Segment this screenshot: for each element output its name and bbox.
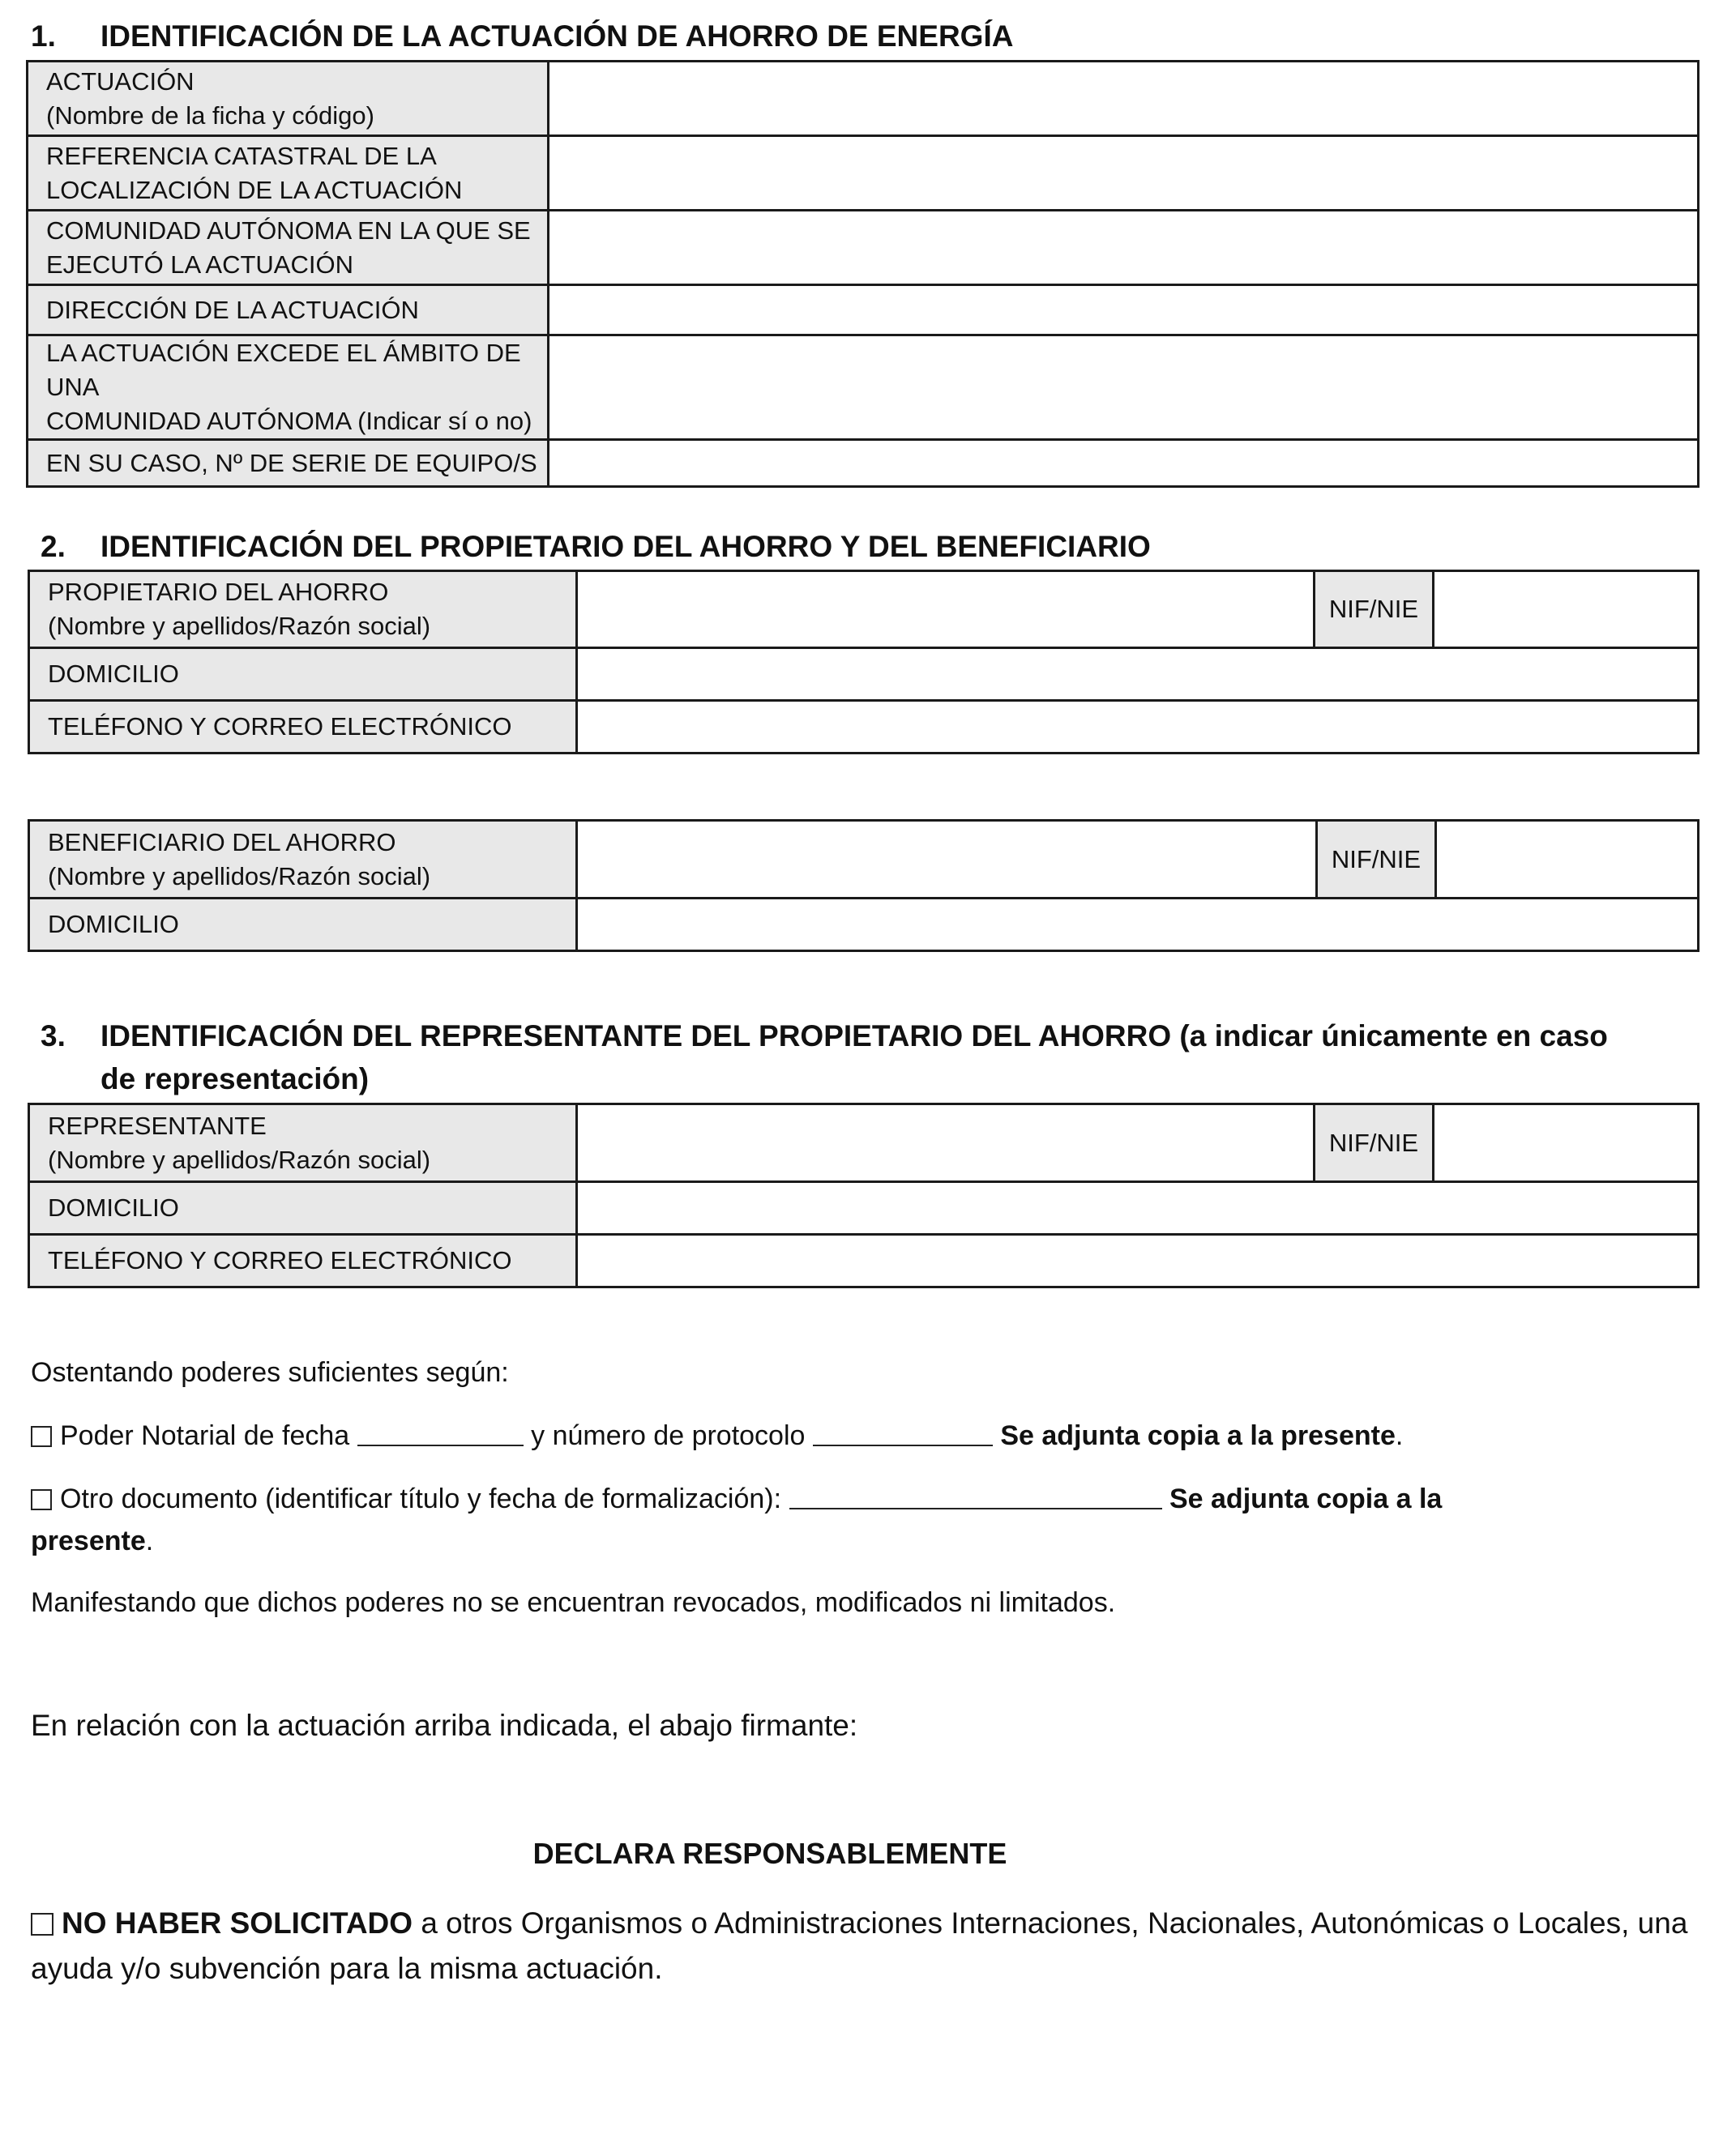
notarial-copy-note: Se adjunta copia a la presente (1000, 1420, 1396, 1451)
section2-number: 2. (41, 530, 66, 563)
representative-table (28, 1103, 1699, 1288)
owner-name-field[interactable] (577, 571, 1315, 648)
table-row (28, 62, 1699, 136)
beneficiary-nif-label: NIF/NIE (1317, 821, 1436, 899)
other-document-label: Otro documento (identificar título y fecha de formalización): (60, 1484, 782, 1514)
table-row (29, 1182, 1699, 1235)
declaration-text-cont: ayuda y/o subvención para la misma actuación. (31, 1952, 663, 1985)
table-row (29, 821, 1699, 899)
declaration-bold: NO HABER SOLICITADO (62, 1906, 413, 1940)
notarial-power-label: Poder Notarial de fecha (60, 1420, 350, 1451)
table-row (29, 899, 1699, 951)
exceeds-scope-label: LA ACTUACIÓN EXCEDE EL ÁMBITO DE UNA COMUNIDAD AUTÓNOMA (Indicar sí o no) (28, 335, 549, 440)
beneficiary-nif-field[interactable] (1436, 821, 1699, 899)
actuation-field[interactable] (549, 62, 1699, 136)
table-row (28, 136, 1699, 211)
representative-contact-field[interactable] (577, 1235, 1699, 1287)
owner-address-label: DOMICILIO (29, 648, 577, 701)
owner-name-label: PROPIETARIO DEL AHORRO (Nombre y apellidos/Razón social) (29, 571, 577, 648)
autonomous-community-label: COMUNIDAD AUTÓNOMA EN LA QUE SE EJECUTÓ LA ACTUACIÓN (28, 211, 549, 285)
section3-title: IDENTIFICACIÓN DEL REPRESENTANTE DEL PROPIETARIO DEL AHORRO (a indicar únicamente en caso (100, 1019, 1608, 1052)
section1-heading (31, 16, 1013, 57)
table-row (29, 648, 1699, 701)
actuation-label: ACTUACIÓN (Nombre de la ficha y código) (28, 62, 549, 136)
beneficiary-name-field[interactable] (577, 821, 1317, 899)
representative-address-label: DOMICILIO (29, 1182, 577, 1235)
declaration-text: NO HABER SOLICITADO a otros Organismos o Administraciones Internaciones, Nacionales, Autonómicas o Locales, una (31, 1901, 1700, 1946)
cadastral-reference-label: REFERENCIA CATASTRAL DE LA LOCALIZACIÓN DE LA ACTUACIÓN (28, 136, 549, 211)
other-document-line (31, 1479, 1442, 1518)
table-row (28, 285, 1699, 335)
table-row (28, 211, 1699, 285)
table-row (28, 335, 1699, 440)
table-row (28, 440, 1699, 487)
owner-contact-label: TELÉFONO Y CORREO ELECTRÓNICO (29, 701, 577, 754)
beneficiary-name-label: BENEFICIARIO DEL AHORRO (Nombre y apellidos/Razón social) (29, 821, 577, 899)
owner-nif-field[interactable] (1434, 571, 1699, 648)
relation-text: En relación con la actuación arriba indicada, el abajo firmante: (31, 1709, 858, 1742)
beneficiary-address-label: DOMICILIO (29, 899, 577, 951)
representative-nif-label: NIF/NIE (1315, 1104, 1434, 1182)
actuation-address-field[interactable] (549, 285, 1699, 335)
protocol-number-blank[interactable] (813, 1420, 993, 1446)
representative-contact-label: TELÉFONO Y CORREO ELECTRÓNICO (29, 1235, 577, 1287)
owner-contact-field[interactable] (577, 701, 1699, 754)
table-row (29, 571, 1699, 648)
equipment-serial-field[interactable] (549, 440, 1699, 487)
representative-name-label: REPRESENTANTE (Nombre y apellidos/Razón social) (29, 1104, 577, 1182)
other-document-line-cont: presente. (31, 1526, 154, 1556)
representative-nif-field[interactable] (1434, 1104, 1699, 1182)
powers-intro: Ostentando poderes suficientes según: (31, 1357, 509, 1388)
notarial-power-line: Poder Notarial de fecha y número de protocolo Se adjunta copia a la presente. (31, 1416, 1403, 1455)
beneficiary-table (28, 819, 1699, 952)
table-row (29, 701, 1699, 754)
section3-title-cont: de representación) (100, 1062, 370, 1095)
cadastral-reference-field[interactable] (549, 136, 1699, 211)
representative-name-field[interactable] (577, 1104, 1315, 1182)
equipment-serial-label: EN SU CASO, Nº DE SERIE DE EQUIPO/S (28, 440, 549, 487)
exceeds-scope-field[interactable] (549, 335, 1699, 440)
representative-address-field[interactable] (577, 1182, 1699, 1235)
other-document-checkbox[interactable] (31, 1489, 52, 1510)
section3-number: 3. (41, 1019, 66, 1052)
powers-statement: Manifestando que dichos poderes no se encuentran revocados, modificados ni limitados. (31, 1587, 1116, 1618)
no-aid-requested-checkbox[interactable] (31, 1913, 53, 1936)
declaration-heading: DECLARA RESPONSABLEMENTE (532, 1837, 1007, 1870)
other-document-blank[interactable] (789, 1484, 1162, 1509)
notarial-date-blank[interactable] (357, 1420, 524, 1446)
table-row (29, 1235, 1699, 1287)
autonomous-community-field[interactable] (549, 211, 1699, 285)
owner-nif-label: NIF/NIE (1315, 571, 1434, 648)
actuation-table (26, 60, 1699, 488)
section3-heading (41, 1016, 1608, 1099)
owner-table (28, 570, 1699, 754)
notarial-power-checkbox[interactable] (31, 1426, 52, 1447)
section1-title: IDENTIFICACIÓN DE LA ACTUACIÓN DE AHORRO DE ENERGÍA (100, 19, 1014, 53)
beneficiary-address-field[interactable] (577, 899, 1699, 951)
owner-address-field[interactable] (577, 648, 1699, 701)
section1-number: 1. (31, 19, 56, 53)
actuation-address-label: DIRECCIÓN DE LA ACTUACIÓN (28, 285, 549, 335)
table-row (29, 1104, 1699, 1182)
section2-title: IDENTIFICACIÓN DEL PROPIETARIO DEL AHORRO Y DEL BENEFICIARIO (100, 530, 1151, 563)
section2-heading (41, 527, 1151, 567)
protocol-label: y número de protocolo (531, 1420, 806, 1451)
other-document-copy-note: Se adjunta copia a la (1169, 1484, 1443, 1514)
